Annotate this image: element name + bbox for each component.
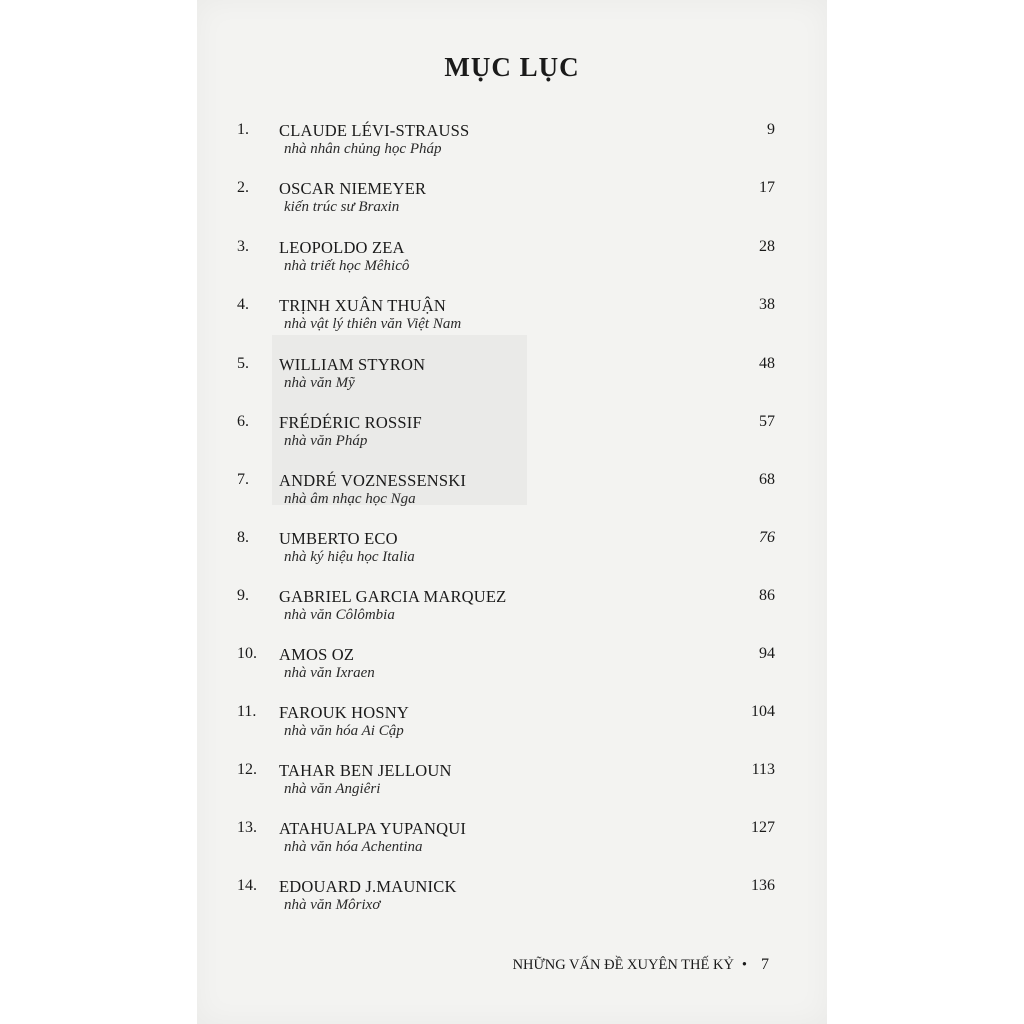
toc-entry-name: FAROUK HOSNY — [279, 703, 409, 722]
toc-entry-5 — [197, 355, 827, 399]
toc-entry-name: ANDRÉ VOZNESSENSKI — [279, 471, 467, 490]
toc-entry-page: 86 — [759, 587, 775, 604]
toc-entry-number: 3. — [237, 238, 249, 255]
toc-entry-number: 1. — [237, 121, 249, 138]
toc-entry-description: nhà văn Angiêri — [284, 781, 381, 797]
toc-entry-description: nhà văn hóa Ai Cập — [284, 723, 404, 739]
toc-entry-name: EDOUARD J.MAUNICK — [279, 877, 457, 896]
toc-entry-page: 28 — [759, 238, 775, 255]
toc-entry-number: 6. — [237, 413, 249, 430]
toc-entry-description: kiến trúc sư Braxin — [284, 199, 400, 215]
toc-entry-10 — [197, 645, 827, 689]
book-page — [197, 0, 827, 1024]
toc-entry-description: nhà văn Mỹ — [284, 375, 355, 391]
toc-entry-number: 12. — [237, 761, 257, 778]
toc-entry-number: 2. — [237, 179, 249, 196]
toc-entry-name: OSCAR NIEMEYER — [279, 179, 427, 198]
running-footer — [513, 956, 769, 974]
toc-entry-1 — [197, 121, 827, 165]
toc-entry-description: nhà âm nhạc học Nga — [284, 491, 416, 507]
toc-entry-page: 76 — [759, 529, 775, 546]
bullet-separator: • — [741, 957, 747, 973]
toc-entry-description: nhà văn hóa Achentina — [284, 839, 423, 855]
toc-entry-number: 9. — [237, 587, 249, 604]
toc-entry-name: CLAUDE LÉVI-STRAUSS — [279, 121, 470, 140]
toc-entry-6 — [197, 413, 827, 457]
toc-entry-name: UMBERTO ECO — [279, 529, 398, 548]
toc-entry-number: 5. — [237, 355, 249, 372]
toc-entry-name: FRÉDÉRIC ROSSIF — [279, 413, 422, 432]
toc-entry-12 — [197, 761, 827, 805]
running-title: NHỮNG VẤN ĐỀ XUYÊN THẾ KỶ — [512, 957, 734, 973]
toc-entry-page: 17 — [759, 179, 775, 196]
toc-entry-number: 13. — [237, 819, 257, 836]
toc-entry-page: 136 — [751, 877, 775, 894]
toc-entry-page: 38 — [759, 296, 775, 313]
toc-entry-page: 94 — [759, 645, 775, 662]
toc-entry-4 — [197, 296, 827, 340]
toc-entry-description: nhà văn Môrixơ — [284, 897, 381, 913]
toc-entry-number: 8. — [237, 529, 249, 546]
toc-entry-9 — [197, 587, 827, 631]
page-number: 7 — [761, 956, 769, 973]
toc-entry-page: 127 — [751, 819, 775, 836]
toc-entry-page: 104 — [751, 703, 775, 720]
toc-entry-14 — [197, 877, 827, 921]
toc-entry-3 — [197, 238, 827, 282]
toc-entry-page: 113 — [751, 761, 775, 778]
toc-entry-11 — [197, 703, 827, 747]
toc-entry-name: TAHAR BEN JELLOUN — [279, 761, 452, 780]
toc-entry-number: 11. — [237, 703, 257, 720]
toc-entry-description: nhà vật lý thiên văn Việt Nam — [284, 316, 462, 332]
toc-entry-page: 57 — [759, 413, 775, 430]
toc-entry-name: ATAHUALPA YUPANQUI — [279, 819, 467, 838]
toc-entry-description: nhà văn Ixraen — [284, 665, 375, 681]
toc-entry-page: 68 — [759, 471, 775, 488]
toc-entry-page: 48 — [759, 355, 775, 372]
toc-entry-7 — [197, 471, 827, 515]
toc-entry-description: nhà nhân chủng học Pháp — [284, 141, 442, 157]
toc-entry-number: 14. — [237, 877, 257, 894]
toc-entry-description: nhà văn Côlômbia — [284, 607, 395, 623]
toc-entry-page: 9 — [767, 121, 775, 138]
toc-entry-2 — [197, 179, 827, 223]
toc-entry-name: TRỊNH XUÂN THUẬN — [279, 296, 446, 315]
toc-entry-number: 4. — [237, 296, 249, 313]
toc-entry-description: nhà văn Pháp — [284, 433, 368, 449]
toc-entry-number: 7. — [237, 471, 249, 488]
toc-entry-description: nhà ký hiệu học Italia — [284, 549, 415, 565]
toc-entry-8 — [197, 529, 827, 573]
page-title: MỤC LỤC — [444, 52, 580, 82]
toc-entry-name: GABRIEL GARCIA MARQUEZ — [279, 587, 507, 606]
toc-entry-name: AMOS OZ — [279, 645, 355, 664]
toc-entry-name: WILLIAM STYRON — [279, 355, 426, 374]
toc-entry-description: nhà triết học Mêhicô — [284, 258, 410, 274]
toc-entry-number: 10. — [237, 645, 257, 662]
toc-entry-13 — [197, 819, 827, 863]
toc-entry-name: LEOPOLDO ZEA — [279, 238, 405, 257]
